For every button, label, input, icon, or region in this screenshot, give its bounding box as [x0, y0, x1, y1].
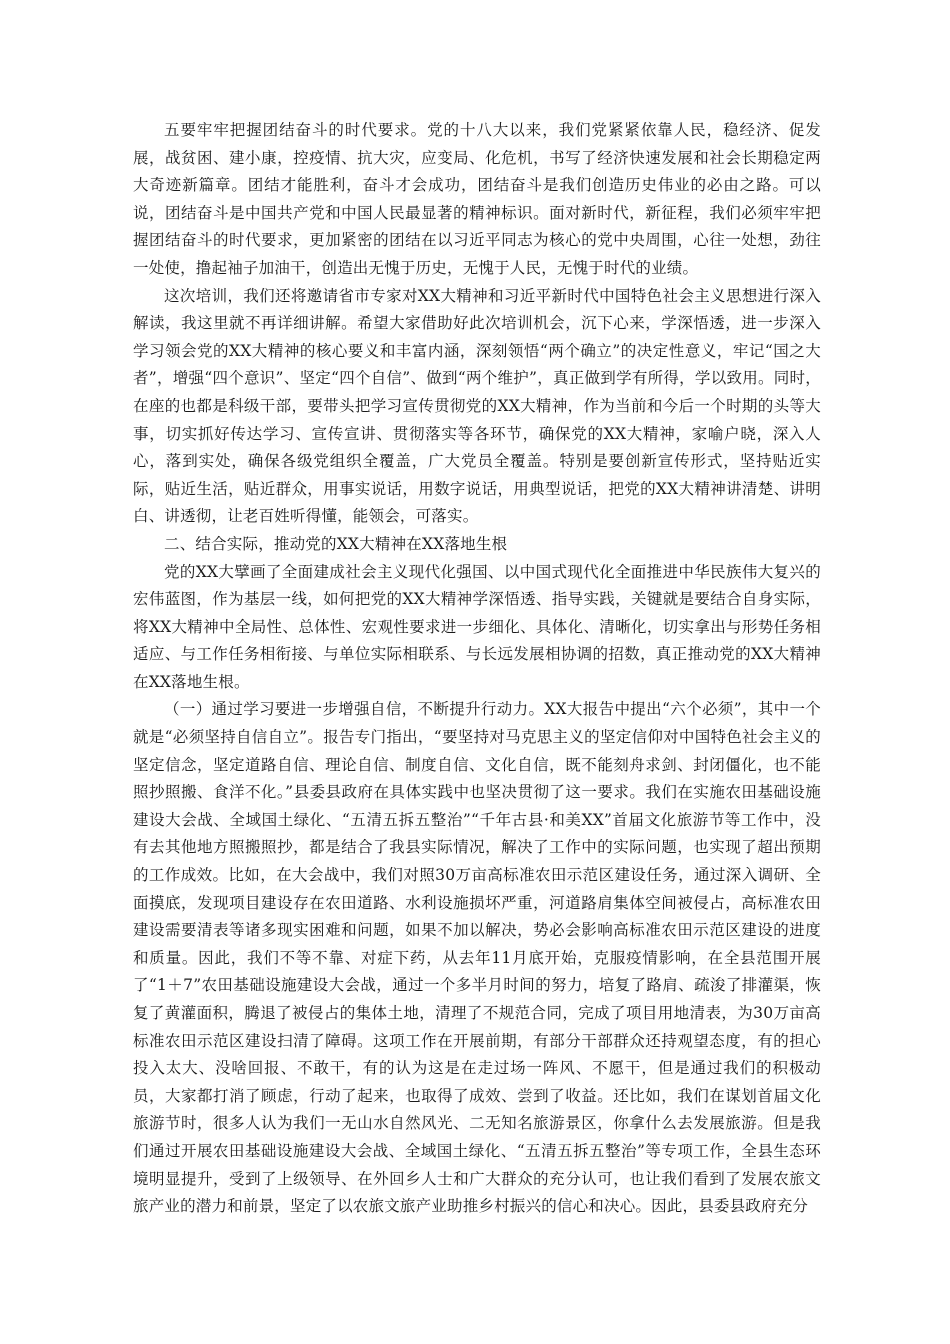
paragraph-confidence: （一）通过学习要进一步增强自信，不断提升行动力。XX大报告中提出“六个必须”，其中一个就是“必须坚持自信自立”。报告专门指出，“要坚持对马克思主义的坚定信仰对中国特色社会主义的坚定信念，坚定道路自信、理论自信、制度自信、文化自信，既不能刻舟求剑、封闭僵化，也不能照抄照搬、食洋不化。”县委县政府在具体实践中也坚决贯彻了这一要求。我们在实施农田基础设施建设大会战、全域国土绿化、“五清五拆五整治”“千年古县·和美XX”首届文化旅游节等工作中，没有去其他地方照搬照抄，都是结合了我县实际情况，解决了工作中的实际问题，也实现了超出预期的工作成效。比如，在大会战中，我们对照30万亩高标准农田示范区建设任务，通过深入调研、全面摸底，发现项目建设存在农田道路、水利设施损坏严重，河道路肩集体空间被侵占，高标准农田建设需要清表等诸多现实困难和问题，如果不加以解决，势必会影响高标准农田示范区建设的进度和质量。因此，我们不等不靠、对症下药，从去年11月底开始，克服疫情影响，在全县范围开展了“1＋7”农田基础设施建设大会战，通过一个多半月时间的努力，培复了路肩、疏浚了排灌渠，恢复了黄灌面积，腾退了被侵占的集体土地，清理了不规范合同，完成了项目用地清表，为30万亩高标准农田示范区建设扫清了障碍。这项工作在开展前期，有部分干部群众还持观望态度，有的担心投入太大、没啥回报、不敢干，有的认为这是在走过场一阵风、不愿干，但是通过我们的积极动员，大家都打消了顾虑，行动了起来，也取得了成效、尝到了收益。还比如，我们在谋划首届文化旅游节时，很多人认为我们一无山水自然风光、二无知名旅游景区，你拿什么去发展旅游。但是我们通过开展农田基础设施建设大会战、全域国土绿化、“五清五拆五整治”等专项工作，全县生态环境明显提升，受到了上级领导、在外回乡人士和广大群众的充分认可，也让我们看到了发展农旅文旅产业的潜力和前景，坚定了以农旅文旅产业助推乡村振兴的信心和决心。因此，县委县政府充分	[133, 700, 821, 1216]
document-body	[133, 117, 821, 1221]
paragraph-blueprint: 党的XX大擘画了全面建成社会主义现代化强国、以中国式现代化全面推进中华民族伟大复兴的宏伟蓝图，作为基层一线，如何把党的XX大精神学深悟透、指导实践，关键就是要结合自身实际，将XX大精神中全局性、总体性、宏观性要求进一步细化、具体化、清晰化，切实拿出与形势任务相适应、与工作任务相衔接、与单位实际相联系、与长远发展相协调的招数，真正推动党的XX大精神在XX落地生根。	[133, 562, 821, 691]
paragraph-training: 这次培训，我们还将邀请省市专家对XX大精神和习近平新时代中国特色社会主义思想进行深入解读，我这里就不再详细讲解。希望大家借助好此次培训机会，沉下心来，学深悟透，进一步深入学习领会党的XX大精神的核心要义和丰富内涵，深刻领悟“两个确立”的决定性意义，牢记“国之大者”，增强“四个意识”、坚定“四个自信”、做到“两个维护”，真正做到学有所得，学以致用。同时，在座的也都是科级干部，要带头把学习宣传贯彻党的XX大精神，作为当前和今后一个时期的头等大事，切实抓好传达学习、宣传宣讲、贯彻落实等各环节，确保党的XX大精神，家喻户晓，深入人心，落到实处，确保各级党组织全覆盖，广大党员全覆盖。特别是要创新宣传形式，坚持贴近实际，贴近生活，贴近群众，用事实说话，用数字说话，用典型说话，把党的XX大精神讲清楚、讲明白、讲透彻，让老百姓听得懂，能领会，可落实。	[133, 286, 821, 526]
paragraph-unity-struggle: 五要牢牢把握团结奋斗的时代要求。党的十八大以来，我们党紧紧依靠人民，稳经济、促发展，战贫困、建小康，控疫情、抗大灾，应变局、化危机，书写了经济快速发展和社会长期稳定两大奇迹新篇章。团结才能胜利，奋斗才会成功，团结奋斗是我们创造历史伟业的必由之路。可以说，团结奋斗是中国共产党和中国人民最显著的精神标识。面对新时代，新征程，我们必须牢牢把握团结奋斗的时代要求，更加紧密的团结在以习近平同志为核心的党中央周围，心往一处想，劲往一处使，撸起袖子加油干，创造出无愧于历史，无愧于人民，无愧于时代的业绩。	[133, 121, 821, 277]
section-heading: 二、结合实际，推动党的XX大精神在XX落地生根	[164, 534, 508, 553]
